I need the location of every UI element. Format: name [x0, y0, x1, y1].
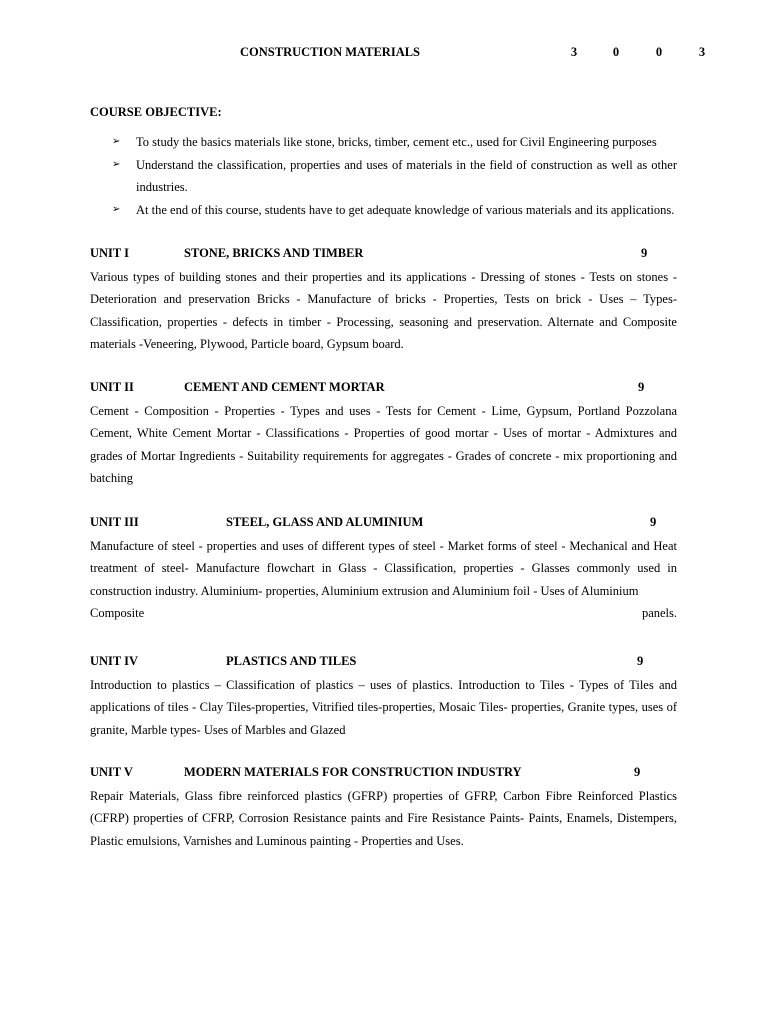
- unit-description: Manufacture of steel - properties and uses of different types of steel - Market forms of steel - Mechanical and Heat treatment of steel- Manufacture flowchart in Glass - Classification, properties - Glasses commonly used in construction industry. Aluminium- properties, Aluminium extrusion and Aluminium foil - Uses of Aluminium: [90, 539, 677, 598]
- objective-item: [90, 131, 677, 154]
- objective-text: To study the basics materials like stone, bricks, timber, cement etc., used for Civil Engineering purposes: [136, 135, 657, 149]
- objective-text: At the end of this course, students have to get adequate knowledge of various materials and its applications.: [136, 202, 675, 217]
- credit-lecture: 3: [570, 45, 578, 59]
- unit-title: CEMENT AND CEMENT MORTAR: [184, 380, 385, 394]
- unit-description: Various types of building stones and their properties and its applications - Dressing of stones - Tests on stones - Deterioration and preservation Bricks - Manufacture of bricks - Properties, Tests on brick - Uses – Types- Classification, properties - defects in timber - Processing, seasoning and preservation. Alternate and Composite materials -Veneering, Plywood, Particle board, Gypsum board.: [90, 270, 677, 352]
- course-header: [0, 45, 768, 63]
- unit-heading: [90, 246, 677, 266]
- unit-hours: 9: [634, 765, 641, 779]
- unit-label: UNIT IV: [90, 654, 139, 668]
- credit-practical: 0: [655, 45, 663, 59]
- unit-heading: [90, 654, 677, 674]
- unit-heading: [90, 765, 677, 785]
- unit-description: Introduction to plastics – Classification of plastics – uses of plastics. Introduction to Tiles - Types of Tiles and applications of tiles - Clay Tiles-properties, Vitrified tiles-properties, Mosaic Tiles- properties, Granite types, uses of granite, Marble types- Uses of Marbles and Glazed: [90, 678, 677, 737]
- unit-1-section: [90, 246, 677, 356]
- unit-3-section: [90, 515, 677, 625]
- arrow-bullet-icon: ➢: [112, 203, 121, 215]
- unit-hours: 9: [637, 654, 644, 668]
- unit-hours: 9: [650, 515, 657, 529]
- objective-item: [90, 154, 677, 199]
- unit-title: PLASTICS AND TILES: [226, 654, 357, 668]
- unit-title: STEEL, GLASS AND ALUMINIUM: [226, 515, 424, 529]
- unit-description-last-line: [90, 602, 677, 624]
- unit-heading: [90, 515, 677, 535]
- credit-tutorial: 0: [612, 45, 620, 59]
- unit-label: UNIT III: [90, 515, 139, 529]
- unit-hours: 9: [638, 380, 645, 394]
- unit-label: UNIT II: [90, 380, 134, 394]
- unit-title: MODERN MATERIALS FOR CONSTRUCTION INDUSTRY: [184, 765, 522, 779]
- unit-description: Cement - Composition - Properties - Types and uses - Tests for Cement - Lime, Gypsum, Portland Pozzolana Cement, White Cement Mortar - Classifications - Properties of good mortar - Uses of mortar - Admixtures and grades of Mortar Ingredients - Suitability requirements for aggregates - Grades of concrete - mix proportioning and batching: [90, 404, 677, 486]
- unit-description-word: panels.: [641, 606, 677, 621]
- unit-label: UNIT V: [90, 765, 133, 779]
- arrow-bullet-icon: ➢: [112, 136, 121, 147]
- objective-list: [90, 131, 677, 221]
- objective-item: [90, 199, 677, 222]
- course-objective-heading: COURSE OBJECTIVE:: [90, 105, 222, 119]
- unit-title: STONE, BRICKS AND TIMBER: [184, 246, 364, 260]
- arrow-bullet-icon: ➢: [112, 158, 121, 170]
- unit-description: Repair Materials, Glass fibre reinforced plastics (GFRP) properties of GFRP, Carbon Fibre Reinforced Plastics (CFRP) properties of CFRP, Corrosion Resistance paints and Fire Resistance Paints- Paints, Enamels, Distempers, Plastic emulsions, Varnishes and Luminous painting - Properties and Uses.: [90, 789, 677, 848]
- unit-heading: [90, 380, 677, 400]
- unit-4-section: [90, 654, 677, 741]
- credit-total: 3: [698, 45, 706, 59]
- unit-description-word: Composite: [90, 606, 145, 621]
- unit-2-section: [90, 380, 677, 490]
- unit-hours: 9: [641, 246, 648, 260]
- unit-label: UNIT I: [90, 246, 130, 260]
- course-title: CONSTRUCTION MATERIALS: [240, 45, 421, 59]
- unit-5-section: [90, 765, 677, 852]
- objective-text: Understand the classification, properties and uses of materials in the field of construction as well as other industries.: [136, 157, 677, 194]
